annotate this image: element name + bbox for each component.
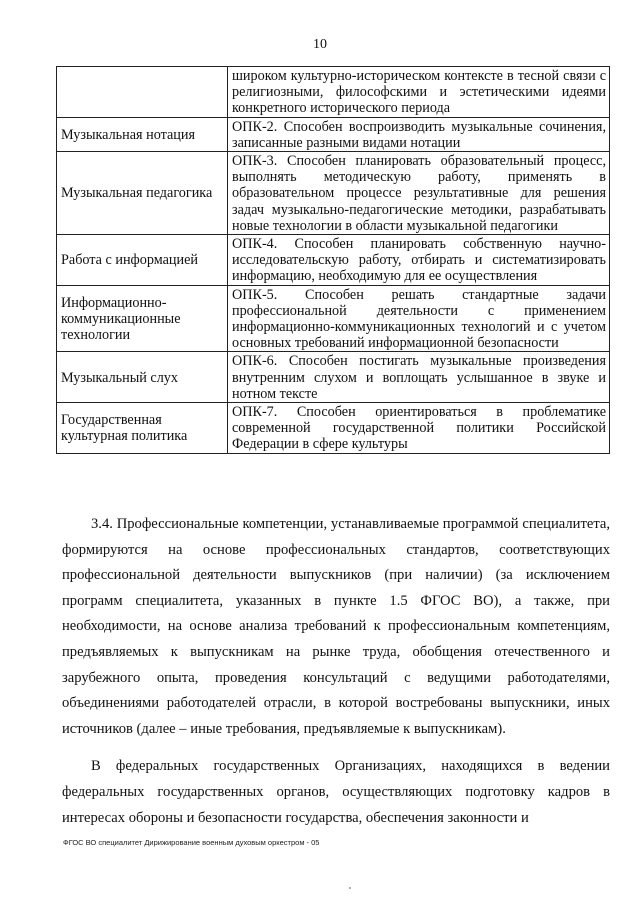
footer: ФГОС ВО специалитет Дирижирование военным духовым оркестром - 05 (63, 838, 320, 847)
competence-area: Музыкальный слух (57, 352, 228, 403)
competence-description: ОПК-2. Способен воспроизводить музыкальные сочинения, записанные разными видами нотации (228, 117, 610, 151)
competence-area: Музыкальная педагогика (57, 152, 228, 235)
table-row (57, 67, 610, 118)
competence-area: Государственная культурная политика (57, 403, 228, 454)
competencies-table (56, 66, 610, 454)
table-row (57, 403, 610, 454)
competence-area: Работа с информацией (57, 235, 228, 286)
paragraph: В федеральных государственных Организациях, находящихся в ведении федеральных государственных органов, осуществляющих подготовку кадров в интересах обороны и безопасности государства, обеспечения законности и (62, 758, 610, 826)
scan-artifact (349, 887, 351, 889)
competence-description: ОПК-7. Способен ориентироваться в проблематике современной государственной политики Российской Федерации в сфере культуры (228, 403, 610, 454)
table-row (57, 152, 610, 235)
competence-description: широком культурно-историческом контексте в тесной связи с религиозными, философскими и эстетическими идеями конкретного исторического периода (228, 67, 610, 118)
competence-area: Музыкальная нотация (57, 117, 228, 151)
competence-description: ОПК-6. Способен постигать музыкальные произведения внутренним слухом и воплощать услышанное в звуке и нотном тексте (228, 352, 610, 403)
competence-area (57, 67, 228, 118)
table-row (57, 285, 610, 352)
competence-description: ОПК-4. Способен планировать собственную научно-исследовательскую работу, отбирать и систематизировать информацию, необходимую для ее осуществления (228, 235, 610, 286)
body-text (62, 512, 610, 843)
table-row (57, 117, 610, 151)
table-row (57, 235, 610, 286)
page-number: 10 (313, 37, 327, 52)
table-row (57, 352, 610, 403)
competence-description: ОПК-5. Способен решать стандартные задачи профессиональной деятельности с применением информационно-коммуникационных технологий и с учетом основных требований информационной безопасности (228, 285, 610, 352)
competence-description: ОПК-3. Способен планировать образовательный процесс, выполнять методическую работу, применять в образовательном процессе результативные для решения задач музыкально-педагогические методики, разрабатывать новые технологии в области музыкальной педагогики (228, 152, 610, 235)
competence-area: Информационно-коммуникационные технологии (57, 285, 228, 352)
paragraph: 3.4. Профессиональные компетенции, устанавливаемые программой специалитета, формируются на основе профессиональных стандартов, соответствующих профессиональной деятельности выпускников (при наличии) (за исключением программ специалитета, указанных в пункте 1.5 ФГОС ВО), а также, при необходимости, на основе анализа требований к профессиональным компетенциям, предъявляемых к выпускникам на рынке труда, обобщения отечественного и зарубежного опыта, проведения консультаций с ведущими работодателями, объединениями работодателей отрасли, в которой востребованы выпускники, иных источников (далее – иные требования, предъявляемые к выпускникам). (62, 516, 610, 737)
